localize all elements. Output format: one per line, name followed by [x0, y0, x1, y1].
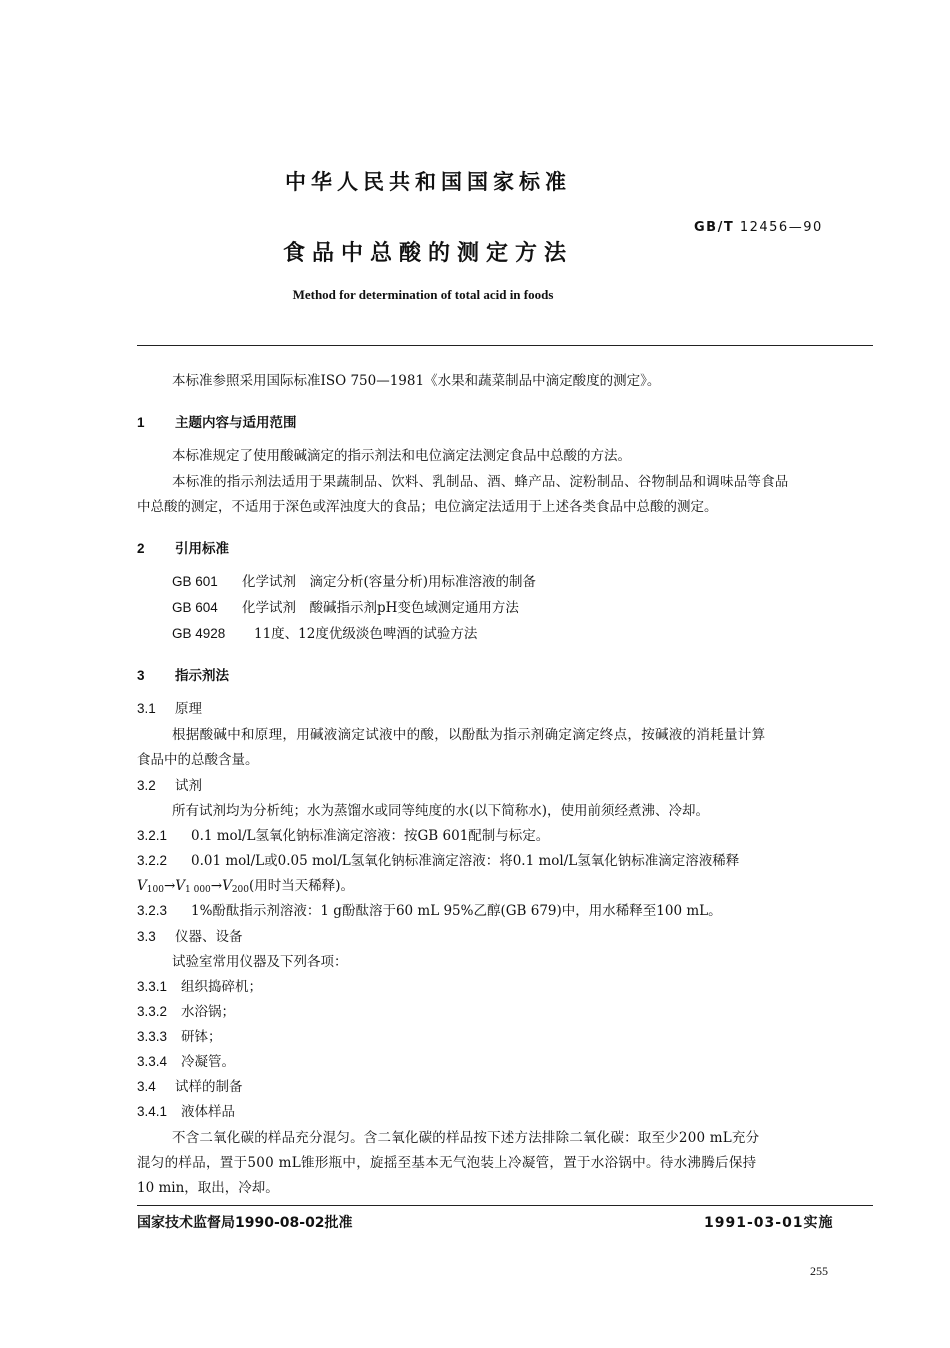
- dilution-formula: [137, 878, 354, 898]
- section-title: 主题内容与适用范围: [175, 415, 297, 431]
- reagents-paragraph: 所有试剂均为分析纯；水为蒸馏水或同等纯度的水(以下简称水)，使用前须经煮沸、冷却。: [172, 803, 710, 819]
- subsection-number: 3.4: [137, 1079, 156, 1094]
- subsection-number: 3.2: [137, 778, 156, 793]
- clause-title: 液体样品: [181, 1104, 235, 1120]
- apparatus-paragraph: 试验室常用仪器及下列各项：: [172, 954, 348, 970]
- subsection-title: 仪器、设备: [175, 929, 243, 945]
- item-text: 研钵；: [181, 1029, 222, 1045]
- subscript: 1 000: [185, 885, 211, 895]
- reference-code: GB 604: [172, 600, 218, 615]
- liquid-sample-paragraph-3: 10 min，取出，冷却。: [137, 1180, 279, 1196]
- section-1-paragraph-2a: 本标准的指示剂法适用于果蔬制品、饮料、乳制品、酒、蜂产品、淀粉制品、谷物制品和调味品等食品: [172, 474, 789, 490]
- standard-prefix: GB/T: [694, 220, 735, 235]
- apparatus-item: [137, 1029, 222, 1045]
- reference-code: GB 601: [172, 574, 218, 589]
- apparatus-item: [137, 1054, 235, 1070]
- reference-standard-item: [172, 574, 536, 590]
- item-text: 冷凝管。: [181, 1054, 235, 1070]
- apparatus-item: [137, 1004, 235, 1020]
- subsection-title: 试剂: [175, 778, 202, 794]
- section-number: 3: [137, 668, 145, 683]
- liquid-sample-paragraph-1: 不含二氧化碳的样品充分混匀。含二氧化碳的样品按下述方法排除二氧化碳：取至少200 mL充分: [172, 1130, 760, 1146]
- document-title-en: Method for determination of total acid in foods: [292, 287, 554, 302]
- clause-text: 0.01 mol/L或0.05 mol/L氢氧化钠标准滴定溶液：将0.1 mol/L氢氧化钠标准滴定溶液稀释: [191, 853, 740, 869]
- clause-3-2-1: [137, 828, 549, 844]
- arrow: →: [210, 878, 223, 894]
- principle-paragraph-b: 食品中的总酸含量。: [137, 752, 259, 768]
- clause-3-4-1-heading: [137, 1104, 235, 1120]
- footer-divider: [137, 1205, 873, 1206]
- clause-text: 0.1 mol/L氢氧化钠标准滴定溶液：按GB 601配制与标定。: [191, 828, 550, 844]
- dilution-note: (用时当天稀释)。: [249, 878, 355, 894]
- page-number: 255: [810, 1264, 828, 1278]
- item-number: 3.3.1: [137, 979, 168, 994]
- liquid-sample-paragraph-2: 混匀的样品，置于500 mL锥形瓶中，旋摇至基本无气泡装上冷凝管，置于水浴锅中。待水沸腾后保持: [137, 1155, 757, 1171]
- item-text: 水浴锅；: [181, 1004, 235, 1020]
- subsection-3-2-heading: [137, 778, 202, 794]
- arrow: →: [163, 878, 176, 894]
- subsection-3-1-heading: [137, 701, 202, 717]
- item-number: 3.3.3: [137, 1029, 168, 1044]
- item-text: 组织捣碎机；: [181, 979, 262, 995]
- volume-symbol: V: [137, 878, 147, 894]
- item-number: 3.3.2: [137, 1004, 168, 1019]
- clause-text: 1%酚酞指示剂溶液：1 g酚酞溶于60 mL 95%乙醇(GB 679)中，用水稀释至100 mL。: [191, 903, 722, 919]
- subscript: 200: [231, 885, 250, 895]
- reference-code: GB 4928: [172, 626, 226, 641]
- volume-symbol: V: [175, 878, 185, 894]
- effective-date: 1991-03-01实施: [704, 1215, 834, 1231]
- standard-code: [694, 220, 823, 235]
- clause-number: 3.2.2: [137, 853, 168, 868]
- subsection-3-4-heading: [137, 1079, 243, 1095]
- section-1-paragraph-2b: 中总酸的测定，不适用于深色或浑浊度大的食品；电位滴定法适用于上述各类食品中总酸的测定。: [137, 499, 718, 515]
- reference-standard-item: [172, 626, 477, 642]
- section-1-heading: [137, 411, 297, 431]
- section-title: 指示剂法: [175, 668, 229, 684]
- national-standard-title: 中华人民共和国国家标准: [285, 170, 571, 194]
- document-title-cn: 食品中总酸的测定方法: [282, 241, 573, 266]
- clause-3-2-2: [137, 853, 739, 869]
- clause-3-2-3: [137, 903, 722, 919]
- standard-number: 12456—90: [739, 220, 823, 235]
- clause-number: 3.2.3: [137, 903, 168, 918]
- item-number: 3.3.4: [137, 1054, 168, 1069]
- clause-number: 3.2.1: [137, 828, 168, 843]
- header-divider: [137, 345, 873, 346]
- subsection-title: 试样的制备: [175, 1079, 243, 1095]
- subscript: 100: [146, 885, 164, 895]
- section-number: 2: [137, 541, 145, 556]
- subsection-title: 原理: [175, 701, 202, 717]
- approval-note: 国家技术监督局1990-08-02批准: [137, 1215, 353, 1231]
- apparatus-item: [137, 979, 262, 995]
- subsection-3-3-heading: [137, 929, 243, 945]
- reference-text: 11度、12度优级淡色啤酒的试验方法: [254, 626, 478, 642]
- reference-text: 化学试剂 酸碱指示剂pH变色域测定通用方法: [242, 600, 519, 616]
- clause-number: 3.4.1: [137, 1104, 168, 1119]
- section-number: 1: [137, 415, 145, 430]
- reference-standard-item: [172, 600, 519, 616]
- subsection-number: 3.1: [137, 701, 156, 716]
- subsection-number: 3.3: [137, 929, 156, 944]
- section-3-heading: [137, 664, 229, 684]
- volume-symbol: V: [222, 878, 232, 894]
- section-title: 引用标准: [175, 541, 229, 557]
- section-1-paragraph-1: 本标准规定了使用酸碱滴定的指示剂法和电位滴定法测定食品中总酸的方法。: [172, 448, 631, 464]
- reference-text: 化学试剂 滴定分析(容量分析)用标准溶液的制备: [242, 574, 537, 590]
- section-2-heading: [137, 537, 229, 557]
- principle-paragraph-a: 根据酸碱中和原理，用碱液滴定试液中的酸，以酚酞为指示剂确定滴定终点，按碱液的消耗量计算: [172, 727, 766, 743]
- intro-paragraph: 本标准参照采用国际标准ISO 750—1981《水果和蔬菜制品中滴定酸度的测定》。: [172, 373, 661, 389]
